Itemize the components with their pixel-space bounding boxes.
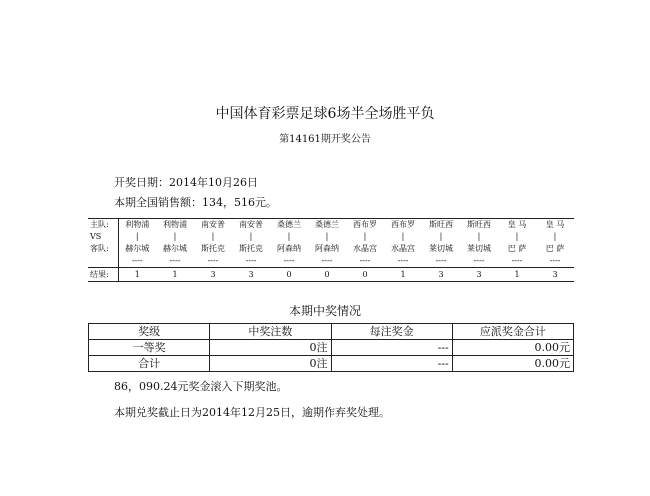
- sales-amount: 本期全国销售额：134，516元。: [114, 196, 277, 209]
- dash-line: ----: [283, 256, 295, 265]
- match-column: [270, 219, 308, 268]
- match-column: [346, 219, 384, 268]
- vs-mark: |: [553, 232, 557, 241]
- vs-mark: |: [363, 232, 367, 241]
- home-team: 西布罗: [353, 220, 377, 229]
- dash-line: ----: [435, 256, 447, 265]
- vs-mark: |: [135, 232, 139, 241]
- home-team: 利物浦: [163, 220, 187, 229]
- pool-rollover-note: 86，090.24元奖金滚入下期奖池。: [114, 380, 288, 393]
- away-team: 莱切城: [467, 244, 491, 253]
- home-team: 皇 马: [507, 220, 527, 229]
- match-result: 3: [194, 268, 232, 282]
- away-team: 巴 萨: [507, 244, 527, 253]
- away-team: 水晶宫: [391, 244, 415, 253]
- match-result: 1: [156, 268, 194, 282]
- header-per-prize: 每注奖金: [331, 324, 452, 340]
- match-column: [194, 219, 232, 268]
- vs-mark: |: [287, 232, 291, 241]
- away-team: 阿森纳: [277, 244, 301, 253]
- home-team: 桑德兰: [277, 220, 301, 229]
- home-team: 桑德兰: [315, 220, 339, 229]
- match-column: [232, 219, 270, 268]
- match-result: 3: [232, 268, 270, 282]
- dash-line: ----: [511, 256, 523, 265]
- away-team: 阿森纳: [315, 244, 339, 253]
- home-team: 南安普: [201, 220, 225, 229]
- prize-total: 0.00元: [452, 356, 573, 372]
- dash-line: ----: [207, 256, 219, 265]
- team-labels: [88, 219, 118, 268]
- dash-line: ----: [169, 256, 181, 265]
- dash-line: ----: [397, 256, 409, 265]
- away-team: 斯托克: [201, 244, 225, 253]
- prize-header-row: [89, 324, 574, 340]
- match-result: 3: [536, 268, 574, 282]
- away-team: 莱切城: [429, 244, 453, 253]
- dash-line: ----: [245, 256, 257, 265]
- match-result: 0: [346, 268, 384, 282]
- prize-level: 一等奖: [89, 340, 210, 356]
- prize-section-title: 本期中奖情况: [288, 304, 361, 318]
- match-teams-row: [88, 219, 574, 268]
- match-column: [422, 219, 460, 268]
- match-column: [308, 219, 346, 268]
- match-result: 3: [422, 268, 460, 282]
- prize-per: ---: [331, 340, 452, 356]
- match-column: [118, 219, 156, 268]
- home-team: 利物浦: [125, 220, 150, 229]
- dash-line: ----: [321, 256, 333, 265]
- prize-row-first: [89, 340, 574, 356]
- away-team: 水晶宫: [353, 244, 377, 253]
- prize-count: 0注: [210, 356, 331, 372]
- prize-table: [88, 323, 574, 372]
- issue-subtitle: 第14161期开奖公告: [279, 134, 371, 145]
- home-team: 斯旺西: [467, 220, 491, 229]
- vs-mark: |: [439, 232, 443, 241]
- vs-mark: |: [173, 232, 177, 241]
- match-column: [156, 219, 194, 268]
- dash-line: ----: [549, 256, 561, 265]
- match-table: [88, 218, 574, 282]
- prize-row-sum: [89, 356, 574, 372]
- away-team: 斯托克: [239, 244, 263, 253]
- match-result: 1: [384, 268, 422, 282]
- home-team: 西布罗: [391, 220, 415, 229]
- away-team: 赫尔城: [125, 244, 150, 253]
- page-title: 中国体育彩票足球6场半全场胜平负: [215, 106, 435, 122]
- dash-line: ----: [359, 256, 371, 265]
- away-team: 赫尔城: [163, 244, 187, 253]
- vs-mark: |: [325, 232, 329, 241]
- prize-total: 0.00元: [452, 340, 573, 356]
- home-team: 斯旺西: [429, 220, 453, 229]
- prize-level: 合计: [89, 356, 210, 372]
- vs-mark: |: [515, 232, 519, 241]
- header-count: 中奖注数: [210, 324, 331, 340]
- match-column: [460, 219, 498, 268]
- prize-per: ---: [331, 356, 452, 372]
- home-team: 南安普: [239, 220, 263, 229]
- prize-count: 0注: [210, 340, 331, 356]
- vs-mark: |: [211, 232, 215, 241]
- match-result: 1: [118, 268, 156, 282]
- vs-mark: |: [401, 232, 405, 241]
- match-result-row: [88, 268, 574, 282]
- match-column: [498, 219, 536, 268]
- vs-mark: |: [477, 232, 481, 241]
- match-column: [384, 219, 422, 268]
- dash-line: ----: [131, 256, 143, 265]
- header-total: 应派奖金合计: [452, 324, 573, 340]
- match-column: [536, 219, 574, 268]
- header-level: 奖级: [89, 324, 210, 340]
- draw-date: 开奖日期：2014年10月26日: [114, 176, 258, 189]
- away-label: 客队:: [90, 244, 109, 253]
- match-result: 0: [270, 268, 308, 282]
- vs-mark: |: [249, 232, 253, 241]
- home-team: 皇 马: [545, 220, 565, 229]
- match-result: 1: [498, 268, 536, 282]
- match-result: 0: [308, 268, 346, 282]
- vs-label: VS: [90, 232, 102, 241]
- dash-line: ----: [473, 256, 485, 265]
- match-result: 3: [460, 268, 498, 282]
- home-label: 主队:: [90, 220, 109, 229]
- away-team: 巴 萨: [545, 244, 565, 253]
- deadline-note: 本期兑奖截止日为2014年12月25日，逾期作弃奖处理。: [114, 406, 390, 419]
- result-label: 结果:: [88, 268, 118, 282]
